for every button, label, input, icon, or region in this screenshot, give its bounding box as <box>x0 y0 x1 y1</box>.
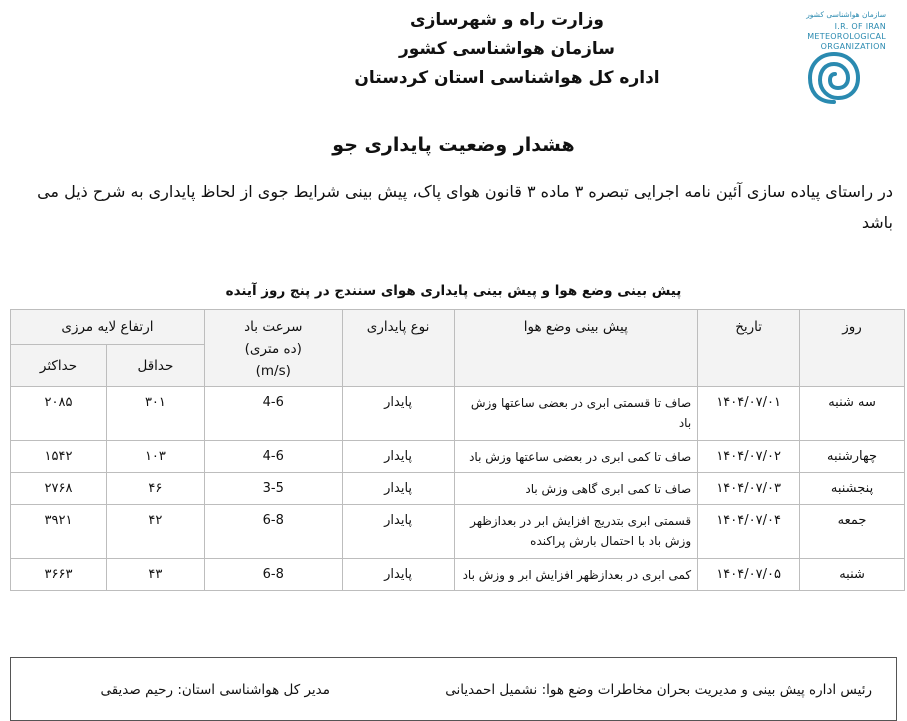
cell-day: جمعه <box>800 505 905 559</box>
logo-persian-name: سازمان هواشناسی کشور <box>806 10 886 19</box>
cell-day: پنجشنبه <box>800 473 905 505</box>
cell-max: ۳۶۶۳ <box>11 559 107 591</box>
cell-date: ۱۴۰۴/۰۷/۰۱ <box>698 387 800 441</box>
ministry-name: وزارت راه و شهرسازی <box>409 10 604 30</box>
intro-paragraph: در راستای پیاده سازی آئین نامه اجرایی تبصره ۳ ماده ۳ قانون هوای پاک، پیش بینی شرایط جوی از لحاظ پایداری به شرح ذیل می باشد <box>37 182 893 232</box>
table-row <box>11 441 905 473</box>
logo-text-line3: ORGANIZATION <box>820 42 886 51</box>
header-wind-speed <box>204 310 342 387</box>
cell-wind: 4-6 <box>204 387 342 441</box>
header-date: تاریخ <box>698 310 800 387</box>
header-stability: نوع پایداری <box>342 310 454 387</box>
cell-date: ۱۴۰۴/۰۷/۰۳ <box>698 473 800 505</box>
table-row <box>11 387 905 441</box>
organization-header <box>297 6 717 93</box>
cell-min: ۴۶ <box>106 473 204 505</box>
cell-max: ۳۹۲۱ <box>11 505 107 559</box>
header-max: حداکثر <box>11 345 107 387</box>
logo-text-line1: I.R. OF IRAN <box>834 22 886 31</box>
header-wind-line1: سرعت باد <box>244 319 303 335</box>
cell-wind: 3-5 <box>204 473 342 505</box>
cell-forecast: صاف تا قسمتی ابری در بعضی ساعتها وزش باد <box>454 387 698 441</box>
page-title: هشدار وضعیت پایداری جو <box>332 134 575 156</box>
table-row <box>11 559 905 591</box>
cell-day: شنبه <box>800 559 905 591</box>
cell-forecast: صاف تا کمی ابری گاهی وزش باد <box>454 473 698 505</box>
cell-date: ۱۴۰۴/۰۷/۰۴ <box>698 505 800 559</box>
cell-min: ۱۰۳ <box>106 441 204 473</box>
header-min: حداقل <box>106 345 204 387</box>
cell-stability: پایدار <box>342 505 454 559</box>
table-caption: پیش بینی وضع هوا و پیش بینی پایداری هوای سنندج در پنج روز آینده <box>225 283 682 299</box>
cell-min: ۴۳ <box>106 559 204 591</box>
cell-max: ۱۵۴۲ <box>11 441 107 473</box>
header-wind-line2: (ده متری) <box>244 341 302 357</box>
cell-day: چهارشنبه <box>800 441 905 473</box>
cell-stability: پایدار <box>342 387 454 441</box>
cell-day: سه شنبه <box>800 387 905 441</box>
cell-wind: 6-8 <box>204 505 342 559</box>
cell-stability: پایدار <box>342 559 454 591</box>
cell-wind: 4-6 <box>204 441 342 473</box>
signature-box <box>10 657 897 721</box>
cell-max: ۲۰۸۵ <box>11 387 107 441</box>
header-wind-line3: (m/s) <box>255 363 291 379</box>
table-row <box>11 473 905 505</box>
header-forecast: پیش بینی وضع هوا <box>454 310 698 387</box>
cell-min: ۳۰۱ <box>106 387 204 441</box>
forecast-head-signature: رئیس اداره پیش بینی و مدیریت بحران مخاطرات وضع هوا: نشمیل احمدیانی <box>445 682 872 698</box>
provincial-office-name: اداره کل هواشناسی استان کردستان <box>354 68 660 88</box>
cell-forecast: قسمتی ابری بتدریج افزایش ابر در بعدازظهر وزش باد با احتمال بارش پراکنده <box>454 505 698 559</box>
spiral-emblem-icon <box>804 50 864 106</box>
meteorological-organization-logo <box>754 10 894 106</box>
header-day: روز <box>800 310 905 387</box>
director-general-signature: مدیر کل هواشناسی استان: رحیم صدیقی <box>100 682 330 698</box>
organization-name: سازمان هواشناسی کشور <box>398 39 615 59</box>
forecast-table <box>10 309 905 591</box>
cell-stability: پایدار <box>342 473 454 505</box>
table-row <box>11 505 905 559</box>
cell-date: ۱۴۰۴/۰۷/۰۲ <box>698 441 800 473</box>
cell-max: ۲۷۶۸ <box>11 473 107 505</box>
cell-wind: 6-8 <box>204 559 342 591</box>
cell-min: ۴۲ <box>106 505 204 559</box>
cell-forecast: صاف تا کمی ابری در بعضی ساعتها وزش باد <box>454 441 698 473</box>
cell-forecast: کمی ابری در بعدازظهر افزایش ابر و وزش باد <box>454 559 698 591</box>
cell-date: ۱۴۰۴/۰۷/۰۵ <box>698 559 800 591</box>
logo-text-line2: METEOROLOGICAL <box>807 32 886 41</box>
header-boundary-layer: ارتفاع لایه مرزی <box>11 310 205 345</box>
cell-stability: پایدار <box>342 441 454 473</box>
